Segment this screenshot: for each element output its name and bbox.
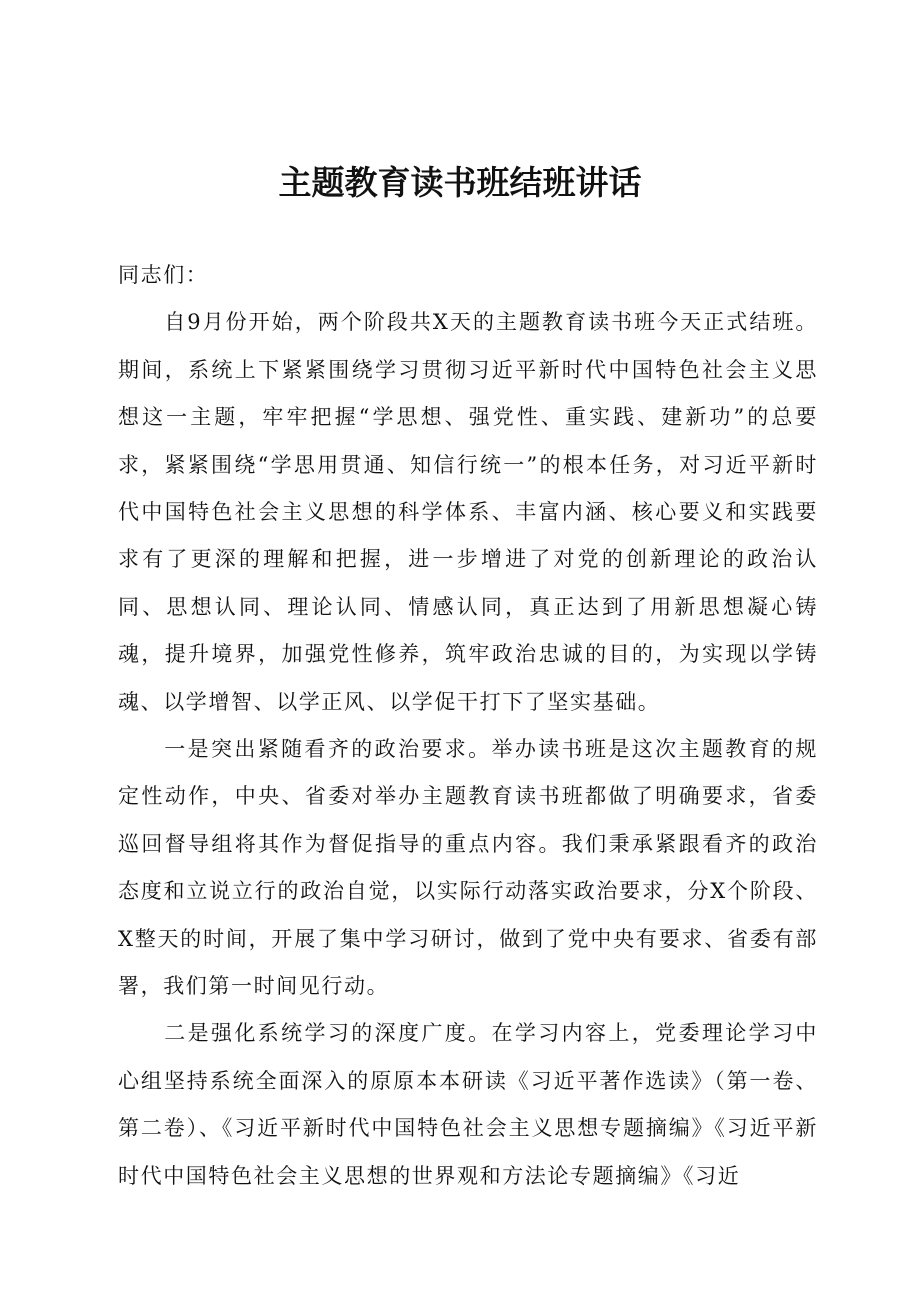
paragraph-opening: 自9月份开始，两个阶段共X天的主题教育读书班今天正式结班。期间，系统上下紧紧围绕学习贯彻习近平新时代中国特色社会主义思想这一主题，牢牢把握“学思想、强党性、重实践、建新功”的总要求，紧紧围绕“学思用贯通、知信行统一”的根本任务，对习近平新时代中国特色社会主义思想的科学体系、丰富内涵、核心要义和实践要求有了更深的理解和把握，进一步增进了对党的创新理论的政治认同、思想认同、理论认同、情感认同，真正达到了用新思想凝心铸魂，提升境界，加强党性修养，筑牢政治忠诚的目的，为实现以学铸魂、以学增智、以学正风、以学促干打下了坚实基础。 [118,310,818,714]
document-body [118,252,818,1200]
document-title: 主题教育读书班结班讲话 [278,163,642,202]
salutation: 同志们： [118,263,209,287]
paragraph-systematic-study: 二是强化系统学习的深度广度。在学习内容上，党委理论学习中心组坚持系统全面深入的原原本本研读《习近平著作选读》（第一卷、第二卷）、《习近平新时代中国特色社会主义思想专题摘编》《习近平新时代中国特色社会主义思想的世界观和方法论专题摘编》《习近 [118,1021,818,1188]
paragraph-political-requirements: 一是突出紧随看齐的政治要求。举办读书班是这次主题教育的规定性动作，中央、省委对举办主题教育读书班都做了明确要求，省委巡回督导组将其作为督促指导的重点内容。我们秉承紧跟看齐的政治态度和立说立行的政治自觉，以实际行动落实政治要求，分X个阶段、X整天的时间，开展了集中学习研讨，做到了党中央有要求、省委有部署，我们第一时间见行动。 [118,737,818,999]
